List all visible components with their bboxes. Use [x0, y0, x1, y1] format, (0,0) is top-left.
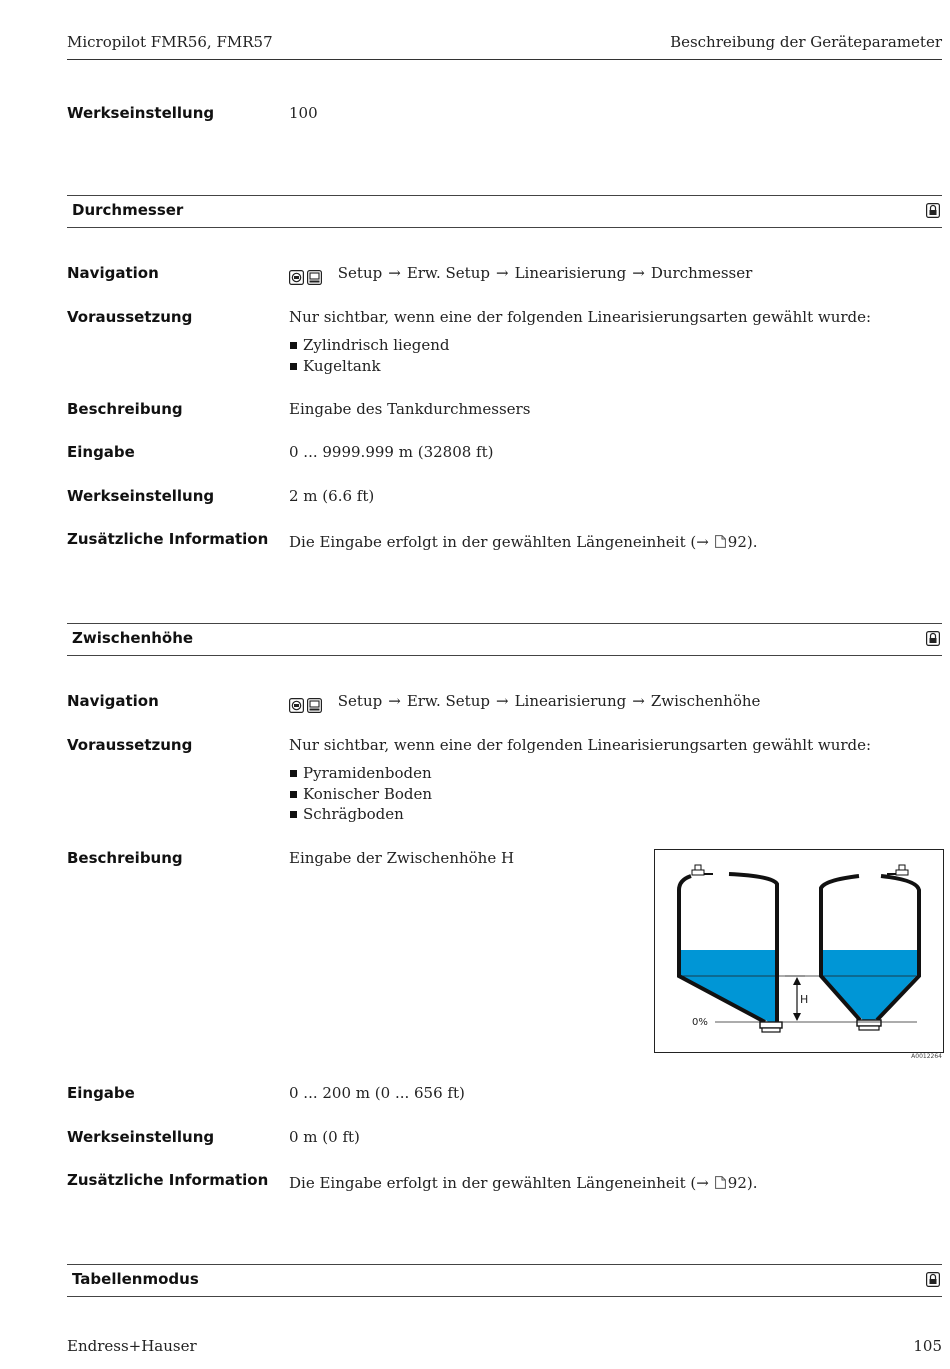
- section-header-durchmesser: [67, 195, 942, 228]
- nav-arrow: →: [632, 264, 645, 282]
- info-label: Zusätzliche Information: [67, 530, 269, 548]
- lock-icon: [926, 631, 940, 646]
- header-rule: [67, 59, 942, 60]
- lock-icon: [926, 1272, 940, 1287]
- prereq-text: Nur sichtbar, wenn eine der folgenden Linearisierungsarten gewählt wurde:: [289, 308, 872, 326]
- nav-path: [289, 264, 752, 285]
- section-title: Zwischenhöhe: [72, 629, 194, 647]
- section-title: Durchmesser: [72, 201, 184, 219]
- page-reference-icon: [715, 1176, 726, 1189]
- onsite-display-icon: [289, 698, 304, 713]
- page-reference-link[interactable]: 92: [727, 533, 747, 551]
- nav-arrow: →: [495, 692, 509, 710]
- lock-icon: [926, 203, 940, 218]
- footer-company: Endress+Hauser: [67, 1337, 197, 1355]
- tank-diagram: [654, 849, 944, 1053]
- header-chapter: Beschreibung der Geräteparameter: [670, 33, 942, 51]
- default-label: Werkseinstellung: [67, 487, 215, 505]
- section-header-tabellenmodus: [67, 1264, 942, 1297]
- menu-icons: [289, 695, 325, 713]
- desc-label: Beschreibung: [67, 849, 183, 867]
- h-label: H: [800, 993, 809, 1006]
- header-product: Micropilot FMR56, FMR57: [67, 33, 273, 51]
- info-sentence: Die Eingabe erfolgt in der gewählten Längeneinheit (: [289, 1174, 697, 1192]
- nav-arrow: →: [388, 264, 401, 282]
- nav-path: [289, 692, 760, 713]
- nav-step: Erw. Setup: [406, 692, 490, 710]
- desc-label: Beschreibung: [67, 400, 183, 418]
- list-item: Zylindrisch liegend: [289, 335, 449, 356]
- page-reference-icon: [715, 535, 726, 548]
- input-range: 0 ... 200 m (0 ... 656 ft): [289, 1084, 465, 1102]
- right-tank-liquid: [821, 950, 917, 1020]
- info-arrow: →: [696, 533, 709, 551]
- nav-step: Durchmesser: [650, 264, 753, 282]
- nav-arrow: →: [495, 264, 509, 282]
- input-label: Eingabe: [67, 443, 135, 461]
- section-title: Tabellenmodus: [72, 1270, 199, 1288]
- info-text: [289, 533, 758, 551]
- default-value: 0 m (0 ft): [289, 1128, 360, 1146]
- default-label: Werkseinstellung: [67, 104, 215, 122]
- info-sentence: Die Eingabe erfolgt in der gewählten Längeneinheit (: [289, 533, 697, 551]
- input-range: 0 ... 9999.999 m (32808 ft): [289, 443, 494, 461]
- list-item: Schrägboden: [289, 804, 432, 825]
- default-label: Werkseinstellung: [67, 1128, 215, 1146]
- nav-arrow: →: [632, 692, 645, 710]
- prereq-label: Voraussetzung: [67, 308, 193, 326]
- list-item: Pyramidenboden: [289, 763, 432, 784]
- operating-tool-icon: [307, 270, 322, 285]
- prereq-label: Voraussetzung: [67, 736, 193, 754]
- prereq-list: [289, 763, 432, 825]
- input-label: Eingabe: [67, 1084, 135, 1102]
- section-header-zwischenhoehe: [67, 623, 942, 656]
- nav-arrow: →: [388, 692, 401, 710]
- tank-diagram-svg: [655, 850, 943, 1052]
- default-value: 2 m (6.6 ft): [289, 487, 375, 505]
- onsite-display-icon: [289, 270, 304, 285]
- info-end: ).: [746, 1174, 758, 1192]
- nav-step: Zwischenhöhe: [650, 692, 761, 710]
- figure-id: A0012264: [911, 1053, 942, 1060]
- zero-percent-label: 0%: [692, 1017, 708, 1028]
- default-value: 100: [289, 104, 318, 122]
- nav-step: Setup: [337, 692, 383, 710]
- prereq-list: [289, 335, 449, 376]
- info-text: [289, 1174, 758, 1192]
- nav-step: Linearisierung: [514, 692, 627, 710]
- prereq-text: Nur sichtbar, wenn eine der folgenden Linearisierungsarten gewählt wurde:: [289, 736, 872, 754]
- page-reference-link[interactable]: 92: [727, 1174, 747, 1192]
- info-label: Zusätzliche Information: [67, 1171, 269, 1189]
- info-end: ).: [746, 533, 758, 551]
- nav-step: Linearisierung: [514, 264, 627, 282]
- nav-step: Setup: [337, 264, 383, 282]
- menu-icons: [289, 267, 325, 285]
- nav-step: Erw. Setup: [406, 264, 490, 282]
- operating-tool-icon: [307, 698, 322, 713]
- nav-label: Navigation: [67, 692, 159, 710]
- info-arrow: →: [696, 1174, 709, 1192]
- page-number: 105: [913, 1337, 942, 1355]
- list-item: Konischer Boden: [289, 784, 432, 805]
- nav-label: Navigation: [67, 264, 159, 282]
- list-item: Kugeltank: [289, 356, 449, 377]
- desc-text: Eingabe der Zwischenhöhe H: [289, 849, 515, 867]
- desc-text: Eingabe des Tankdurchmessers: [289, 400, 531, 418]
